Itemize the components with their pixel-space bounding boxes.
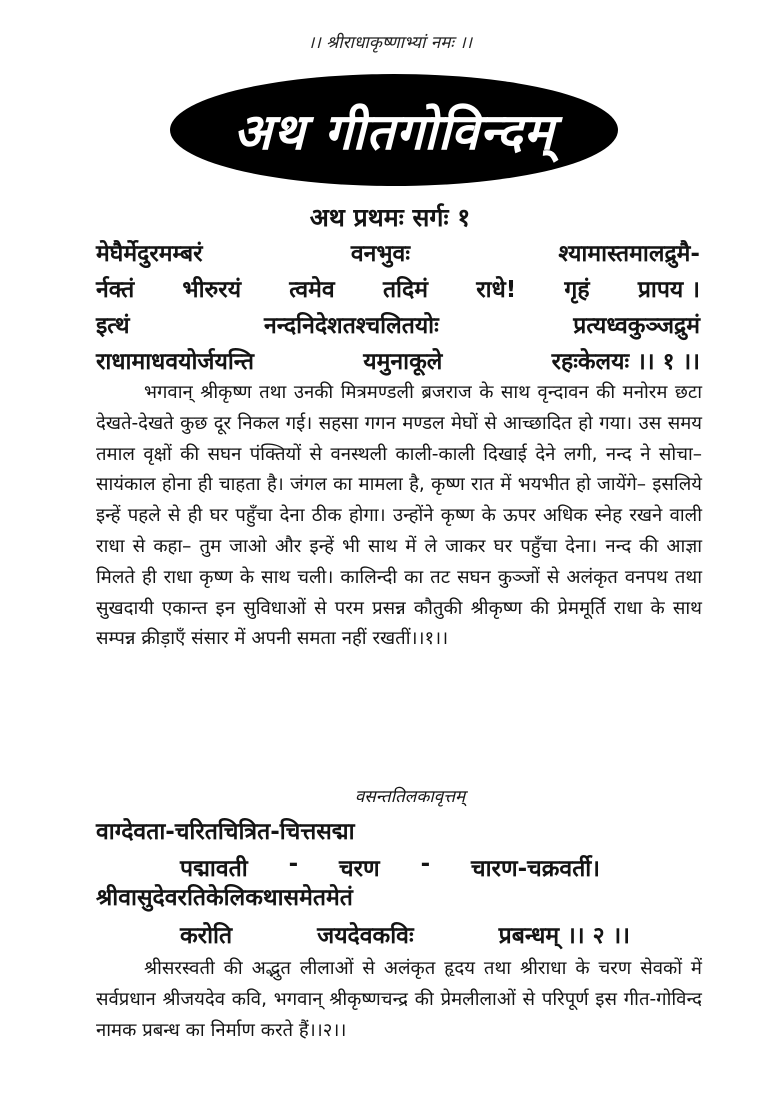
verse-1-line-1 [96, 236, 700, 268]
verse-word: जयदेवकविः [317, 923, 414, 949]
commentary-2 [96, 954, 702, 1046]
meter-label: वसन्ततिलकावृत्तम् [354, 787, 466, 807]
verse-word: यमुनाकूले [363, 349, 443, 375]
verse-1-line-2 [96, 272, 700, 304]
verse-word: प्रबन्धम् ।। २ ।। [498, 923, 630, 949]
verse-word: प्रापय । [637, 277, 700, 303]
commentary-2-text: श्रीसरस्वती की अद्भुत लीलाओं से अलंकृत हृदय तथा श्रीराधा के चरण सेवकों में सर्वप्रधान श्रीजयदेव कवि, भगवान् श्रीकृष्णचन्द्र की प्रेमलीलाओं से परिपूर्ण इस गीत-गोविन्द नामक प्रबन्ध का निर्माण करते हैं।।२।। [96, 958, 702, 1041]
verse-word: गृहं [564, 277, 590, 303]
verse-word: करोति [180, 923, 233, 949]
title-banner [170, 74, 618, 186]
verse-1-line-4 [96, 344, 700, 376]
verse-word: तदिमं [382, 277, 428, 303]
verse-word: चारण-चक्रवर्ती। [471, 856, 600, 882]
commentary-1 [96, 378, 702, 655]
verse-word: - [288, 851, 299, 877]
verse-word: - [420, 851, 431, 877]
verse-1-line-3 [96, 308, 700, 340]
invocation-line: ।। श्रीराधाकृष्णाभ्यां नमः ।। [307, 33, 473, 53]
canto-heading: अथ प्रथमः सर्गः १ [309, 203, 471, 232]
banner-title: अथ गीतगोविन्दम् [233, 103, 555, 161]
verse-2-line-1 [96, 814, 355, 846]
verse-word: वाग्देवता-चरितचित्रित-चित्तसद्मा [96, 819, 355, 845]
commentary-1-text: भगवान् श्रीकृष्ण तथा उनकी मित्रमण्डली ब्रजराज के साथ वृन्दावन की मनोरम छटा देखते-देखते कुछ दूर निकल गई। सहसा गगन मण्डल मेघों से आच्छादित हो गया। उस समय तमाल वृक्षों की सघन पंक्तियों से वनस्थली काली-काली दिखाई देने लगी, नन्द ने सोचा– सायंकाल होना ही चाहता है। जंगल का मामला है, कृष्ण रात में भयभीत हो जायेंगे– इसलिये इन्हें पहले से ही घर पहुँचा देना ठीक होगा। उन्होंने कृष्ण के ऊपर अधिक स्नेह रखने वाली राधा से कहा– तुम जाओ और इन्हें भी साथ में ले जाकर घर पहुँचा देना। नन्द की आज्ञा मिलते ही राधा कृष्ण के साथ चली। कालिन्दी का तट सघन कुञ्जों से अलंकृत वनपथ तथा सुखदायी एकान्त इन सुविधाओं से परम प्रसन्न कौतुकी श्रीकृष्ण की प्रेममूर्ति राधा के साथ सम्पन्न क्रीड़ाएँ संसार में अपनी समता नहीं रखतीं।।१।। [96, 382, 702, 650]
verse-word: पद्मावती [180, 856, 248, 882]
verse-2-line-2 [180, 851, 600, 883]
verse-2-line-4 [180, 918, 630, 950]
verse-word: श्रीवासुदेवरतिकेलिकथासमेतमेतं [96, 885, 353, 911]
verse-word: राधे! [476, 277, 517, 303]
verse-word: चरण [339, 856, 380, 882]
verse-word: त्वमेव [289, 277, 335, 303]
verse-word: मेघैर्मेदुरमम्बरं [96, 241, 203, 267]
verse-word: नन्दनिदेशतश्चलितयोः [264, 313, 439, 339]
verse-word: राधामाधवयोर्जयन्ति [96, 349, 254, 375]
verse-word: भीरुरयं [182, 277, 242, 303]
verse-word: रहःकेलयः ।। १ ।। [551, 349, 700, 375]
verse-word: प्रत्यध्वकुञ्जद्रुमं [573, 313, 700, 339]
verse-word: इत्थं [96, 313, 130, 339]
verse-word: र्नक्तं [96, 277, 135, 303]
verse-word: श्यामास्तमालद्रुमै- [558, 241, 700, 267]
verse-word: वनभुवः [350, 241, 410, 267]
verse-2-line-3 [96, 880, 353, 912]
